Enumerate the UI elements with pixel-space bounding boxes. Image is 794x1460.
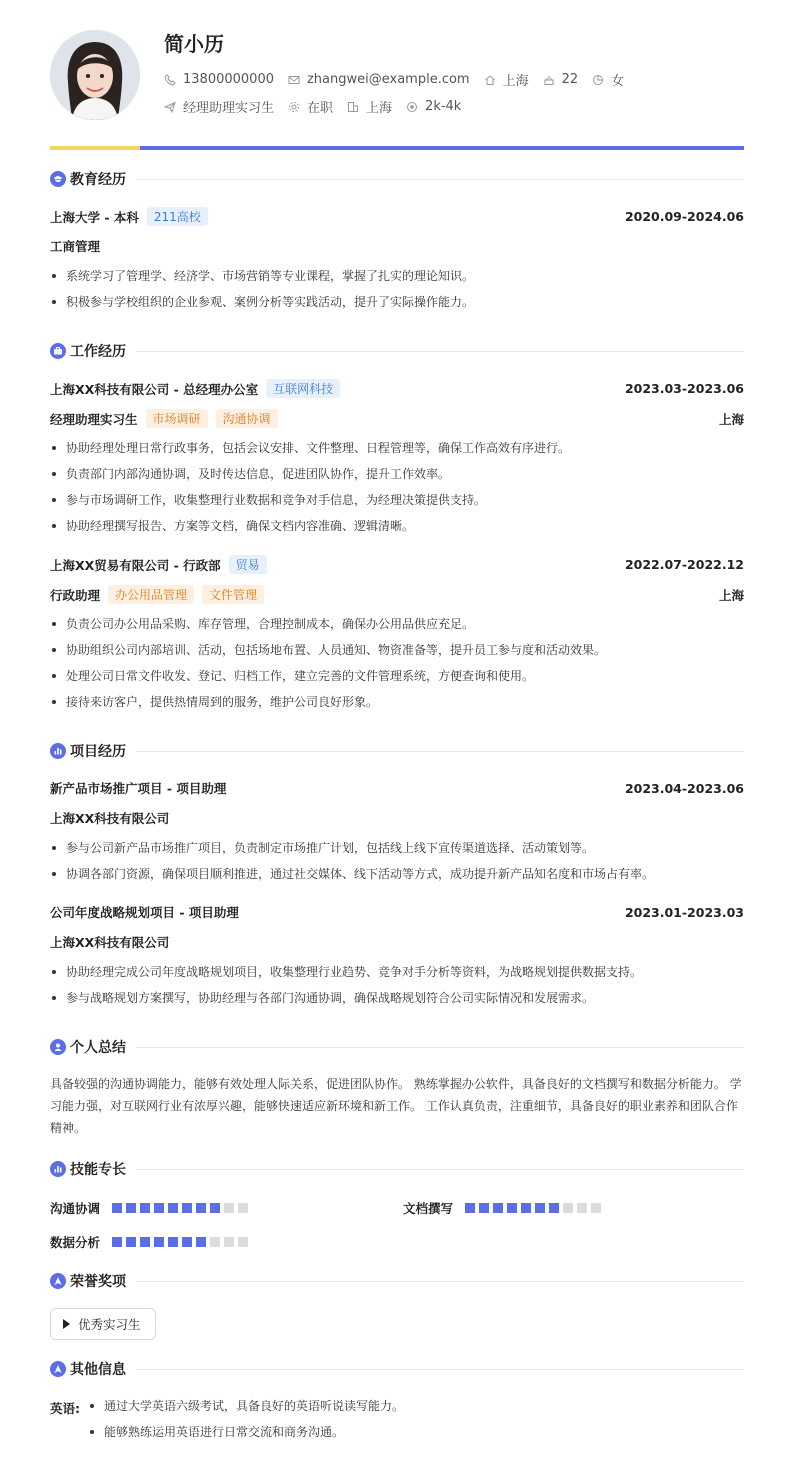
coin-icon [406, 101, 418, 113]
section-projects [50, 741, 744, 761]
section-work [50, 341, 744, 361]
chart-icon [50, 743, 66, 759]
cake-icon [543, 74, 555, 86]
section-other [50, 1359, 744, 1379]
skill-block-filled [126, 1203, 136, 1213]
skill-level-bar [465, 1203, 605, 1213]
skill-block-empty [238, 1203, 248, 1213]
target-job-item [164, 97, 274, 116]
work-bullets [50, 440, 744, 544]
skill-name: 数据分析 [50, 1235, 101, 1250]
mail-icon [288, 74, 300, 86]
section-summary [50, 1037, 744, 1057]
company-name: 上海XX科技有限公司 - 总经理办公室 [50, 381, 259, 397]
skill-block-filled [112, 1203, 122, 1213]
bar-chart-icon [50, 1161, 66, 1177]
summary-line: 精神。 [50, 1121, 87, 1135]
list-item: 负责公司办公用品采购、库存管理，合理控制成本，确保办公用品供应充足。 [50, 616, 744, 642]
age-item [543, 72, 579, 87]
section-title: 工作经历 [70, 344, 126, 360]
divider [136, 751, 744, 752]
education-date: 2020.09-2024.06 [624, 209, 744, 224]
skill-block-filled [196, 1237, 206, 1247]
project-header [50, 903, 744, 921]
industry-tag: 贸易 [229, 555, 267, 574]
work-role-row [50, 409, 744, 428]
project-date: 2023.01-2023.03 [624, 904, 744, 920]
list-item: 系统学习了管理学、经济学、市场营销等专业课程，掌握了扎实的理论知识。 [50, 268, 744, 294]
skill-block-filled [140, 1237, 150, 1247]
work-location: 上海 [718, 587, 744, 603]
project-header [50, 779, 744, 797]
skill-level-bar [112, 1237, 252, 1247]
section-title: 其他信息 [70, 1362, 126, 1378]
major: 工商管理 [50, 239, 101, 254]
section-honors [50, 1271, 744, 1291]
divider [136, 1169, 744, 1170]
skill-item [403, 1199, 605, 1217]
list-item: 协助经理撰写报告、方案等文档，确保文档内容准确、逻辑清晰。 [50, 518, 744, 544]
skill-block-filled [535, 1203, 545, 1213]
work-role-row [50, 585, 744, 604]
skill-block-filled [154, 1237, 164, 1247]
work-location: 上海 [718, 411, 744, 427]
skill-block-filled [126, 1237, 136, 1247]
award-icon [50, 1273, 66, 1289]
education-major-row [50, 237, 744, 255]
section-title: 个人总结 [70, 1040, 126, 1056]
skill-block-filled [182, 1203, 192, 1213]
list-item: 协调各部门资源，确保项目顺利推进，通过社交媒体、线下活动等方式，成功提升新产品知名度和市场占有率。 [50, 866, 744, 892]
skill-block-filled [112, 1237, 122, 1247]
role-name: 经理助理实习生 [50, 411, 138, 427]
phone-text: 13800000000 [183, 72, 274, 87]
contact-row [164, 70, 638, 89]
play-icon [63, 1319, 70, 1329]
skill-block-filled [549, 1203, 559, 1213]
skill-item [50, 1199, 252, 1217]
section-title: 教育经历 [70, 172, 126, 188]
skill-block-filled [507, 1203, 517, 1213]
job-intent-row [164, 97, 475, 116]
other-label: 英语: [50, 1401, 80, 1416]
project-bullets [50, 840, 744, 892]
other-bullets [88, 1398, 728, 1450]
skill-block-filled [168, 1237, 178, 1247]
project-date: 2023.04-2023.06 [624, 780, 744, 796]
section-title: 荣誉奖项 [70, 1274, 126, 1290]
skill-block-empty [577, 1203, 587, 1213]
project-company-row [50, 933, 744, 951]
honor-text: 优秀实习生 [78, 1317, 141, 1332]
project-company: 上海XX科技有限公司 [50, 811, 170, 826]
skill-block-empty [224, 1237, 234, 1247]
summary-line: 具备较强的沟通协调能力，能够有效处理人际关系，促进团队协作。 熟练掌握办公软件，具备良好的文档撰写和数据分析能力。 学 [50, 1077, 742, 1091]
skill-tag: 市场调研 [146, 409, 208, 428]
skill-name: 沟通协调 [50, 1201, 101, 1216]
salary-text: 2k-4k [425, 99, 462, 114]
list-item: 通过大学英语六级考试，具备良好的英语听说读写能力。 [88, 1398, 728, 1424]
header-accent-bar-yellow [50, 146, 140, 150]
skill-block-filled [196, 1203, 206, 1213]
project-name: 新产品市场推广项目 - 项目助理 [50, 781, 227, 796]
info-icon [50, 1361, 66, 1377]
target-job-text: 经理助理实习生 [183, 101, 275, 116]
skill-tag: 沟通协调 [216, 409, 278, 428]
header-accent-bar-blue [140, 146, 744, 150]
industry-tag: 互联网科技 [266, 379, 340, 398]
skill-item [50, 1233, 252, 1251]
list-item: 参与市场调研工作，收集整理行业数据和竞争对手信息，为经理决策提供支持。 [50, 492, 744, 518]
skill-block-filled [521, 1203, 531, 1213]
work-date: 2023.03-2023.06 [624, 381, 744, 396]
role-name: 行政助理 [50, 587, 101, 603]
list-item: 参与公司新产品市场推广项目，负责制定市场推广计划，包括线上线下宣传渠道选择、活动策划等。 [50, 840, 744, 866]
skill-block-filled [210, 1203, 220, 1213]
status-item [288, 97, 333, 116]
candidate-name: 简小历 [164, 32, 224, 56]
graduation-cap-icon [50, 171, 66, 187]
list-item: 负责部门内部沟通协调，及时传达信息，促进团队协作，提升工作效率。 [50, 466, 744, 492]
skill-block-filled [465, 1203, 475, 1213]
target-city-text: 上海 [366, 101, 393, 116]
list-item: 能够熟练运用英语进行日常交流和商务沟通。 [88, 1424, 728, 1450]
phone-item [164, 72, 274, 87]
school-tag: 211高校 [147, 207, 208, 226]
skill-block-filled [182, 1237, 192, 1247]
target-city-item [347, 97, 392, 116]
skill-tag: 文件管理 [202, 585, 264, 604]
age-text: 22 [561, 72, 579, 87]
list-item: 协助组织公司内部培训、活动，包括场地布置、人员通知、物资准备等，提升员工参与度和活动效果。 [50, 642, 744, 668]
skill-tag: 办公用品管理 [108, 585, 194, 604]
list-item: 接待来访客户，提供热情周到的服务，维护公司良好形象。 [50, 694, 744, 720]
skill-block-empty [238, 1237, 248, 1247]
skill-block-filled [140, 1203, 150, 1213]
gender-icon [592, 74, 604, 86]
project-company: 上海XX科技有限公司 [50, 935, 170, 950]
building-icon [347, 101, 359, 113]
user-icon [50, 1039, 66, 1055]
project-name: 公司年度战略规划项目 - 项目助理 [50, 905, 239, 920]
city-item [484, 70, 529, 89]
list-item: 协助经理完成公司年度战略规划项目，收集整理行业趋势、竞争对手分析等资料，为战略规划提供数据支持。 [50, 964, 744, 990]
city-text: 上海 [502, 74, 529, 89]
honor-badge [50, 1308, 156, 1340]
email-item [288, 72, 470, 87]
list-item: 参与战略规划方案撰写，协助经理与各部门沟通协调，确保战略规划符合公司实际情况和发展需求。 [50, 990, 744, 1016]
company-name: 上海XX贸易有限公司 - 行政部 [50, 557, 221, 573]
divider [136, 1281, 744, 1282]
divider [136, 1047, 744, 1048]
phone-icon [164, 74, 176, 86]
skill-block-filled [154, 1203, 164, 1213]
section-title: 技能专长 [70, 1162, 126, 1178]
section-title: 项目经历 [70, 744, 126, 760]
education-header [50, 207, 744, 226]
gender-item [592, 70, 624, 89]
summary-text [50, 1073, 744, 1139]
send-icon [164, 101, 176, 113]
skill-block-empty [591, 1203, 601, 1213]
avatar [50, 30, 140, 120]
skill-block-filled [493, 1203, 503, 1213]
list-item: 协助经理处理日常行政事务，包括会议安排、文件整理、日程管理等，确保工作高效有序进行。 [50, 440, 744, 466]
salary-item [406, 99, 461, 114]
skill-block-filled [168, 1203, 178, 1213]
gender-text: 女 [611, 74, 625, 89]
divider [136, 351, 744, 352]
work-date: 2022.07-2022.12 [624, 557, 744, 572]
divider [136, 179, 744, 180]
list-item: 处理公司日常文件收发、登记、归档工作，建立完善的文件管理系统，方便查询和使用。 [50, 668, 744, 694]
work-header [50, 379, 744, 398]
skill-block-filled [479, 1203, 489, 1213]
email-text: zhangwei@example.com [306, 72, 470, 87]
skill-block-empty [210, 1237, 220, 1247]
project-company-row [50, 809, 744, 827]
skill-name: 文档撰写 [403, 1201, 454, 1216]
project-bullets [50, 964, 744, 1016]
briefcase-icon [50, 343, 66, 359]
divider [136, 1369, 744, 1370]
school-name: 上海大学 - 本科 [50, 209, 139, 225]
skill-level-bar [112, 1203, 252, 1213]
skill-block-empty [224, 1203, 234, 1213]
section-skills [50, 1159, 744, 1179]
home-icon [484, 74, 496, 86]
summary-line: 习能力强，对互联网行业有浓厚兴趣，能够快速适应新环境和新工作。 工作认真负责，注重细节，具备良好的职业素养和团队合作 [50, 1099, 738, 1113]
status-text: 在职 [307, 101, 334, 116]
section-education [50, 169, 744, 189]
education-bullets [50, 268, 744, 320]
work-header [50, 555, 744, 574]
work-bullets [50, 616, 744, 720]
list-item: 积极参与学校组织的企业参观、案例分析等实践活动，提升了实际操作能力。 [50, 294, 744, 320]
gear-icon [288, 101, 300, 113]
skill-block-empty [563, 1203, 573, 1213]
